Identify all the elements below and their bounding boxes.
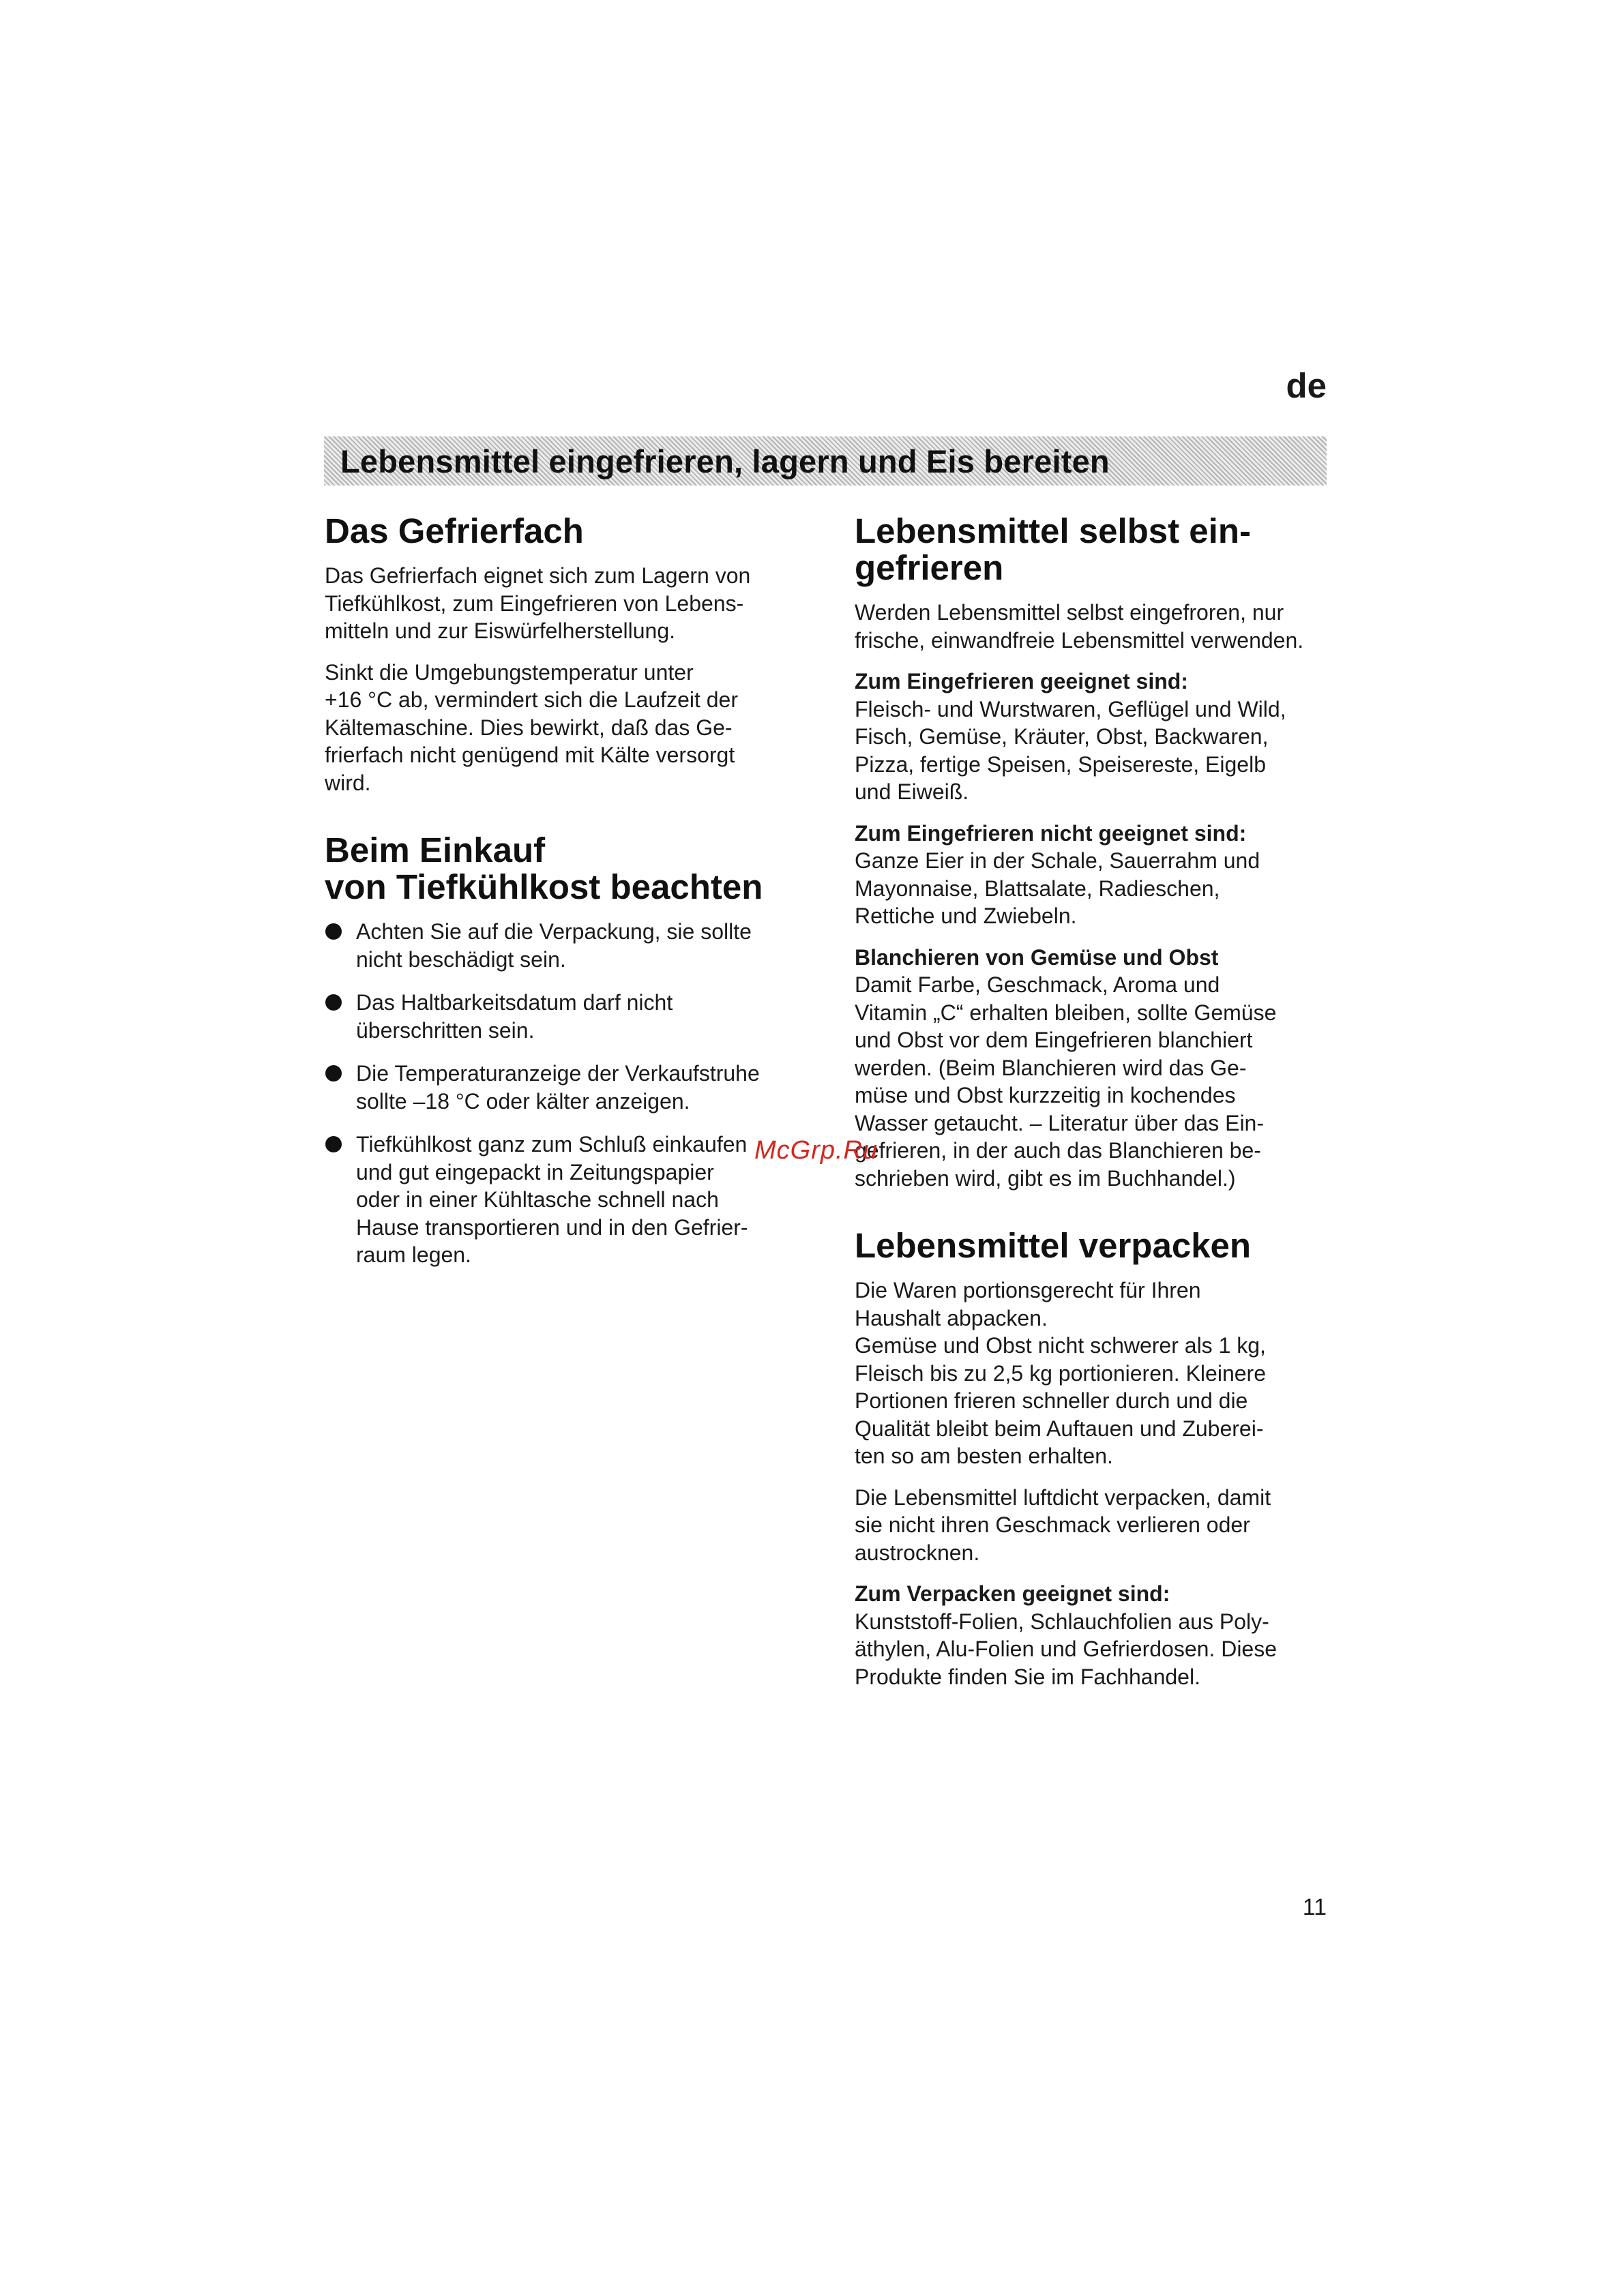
heading-verpacken: Lebensmittel verpacken [855,1226,1252,1265]
list-item: Achten Sie auf die Verpackung, sie sollte nicht beschädigt sein. [325,918,816,973]
suitable-block: Zum Eingefrieren geeignet sind: Fleisch- und Wurstwaren, Geflügel und Wild, Fisch, Gemüse, Kräuter, Obst, Backwaren, Pizza, fertige Speisen, Speisereste, Eigelb und Eiweiß. [855,669,1286,804]
language-code: de [1286,366,1327,405]
verpacken-paragraph-2: Die Lebensmittel luftdicht verpacken, damit sie nicht ihren Geschmack verlieren oder austrocknen. [855,1485,1271,1565]
unsuitable-block: Zum Eingefrieren nicht geeignet sind: Ganze Eier in der Schale, Sauerrahm und Mayonnaise, Blattsalate, Radieschen, Rettiche und Zwiebeln. [855,820,1260,928]
pack-heading: Zum Verpacken geeignet sind: [855,1581,1170,1606]
list-item: Die Temperaturanzeige der Verkaufstruhe sollte –18 °C oder kälter anzeigen. [325,1060,816,1115]
section-banner [324,436,1327,486]
right-column [855,513,1346,1690]
blanch-block: Blanchieren von Gemüse und Obst Damit Farbe, Geschmack, Aroma und Vitamin „C“ erhalten bleiben, sollte Gemüse und Obst vor dem Eingefrieren blanchiert werden. (Beim Blanchieren wird das Ge- müse und Obst kurzzeitig in kochendes Wasser getaucht. – Literatur über das Ein- gefrieren, in der auch das Blanchieren be- schrieben wird, gibt es im Buchhandel.) [855,944,1277,1191]
suitable-heading: Zum Eingefrieren geeignet sind: [855,669,1188,694]
pack-block: Zum Verpacken geeignet sind: Kunststoff-Folien, Schlauchfolien aus Poly- äthylen, Alu-Folien und Gefrierdosen. Diese Produkte finden Sie im Fachhandel. [855,1581,1278,1689]
left-column [325,513,816,1285]
bullet-icon [325,994,342,1011]
gefrierfach-paragraph-1: Das Gefrierfach eignet sich zum Lagern von Tiefkühlkost, zum Eingefrieren von Lebens- mitteln und zur Eiswürfelherstellung. [325,563,751,643]
einkauf-bullet-list [325,918,816,1269]
blanch-heading: Blanchieren von Gemüse und Obst [855,944,1219,970]
gefrierfach-paragraph-2: Sinkt die Umgebungstemperatur unter +16 °C ab, vermindert sich die Laufzeit der Kältemaschine. Dies bewirkt, daß das Ge- frierfach nicht genügend mit Kälte versorgt wird. [325,659,738,795]
banner-title: Lebensmittel eingefrieren, lagern und Eis bereiten [340,443,1110,479]
page-number: 11 [1302,1894,1327,1920]
bullet-icon [325,1065,342,1082]
bullet-icon [325,923,342,940]
heading-gefrierfach: Das Gefrierfach [325,511,584,550]
list-item: Tiefkühlkost ganz zum Schluß einkaufen und gut eingepackt in Zeitungspapier oder in einer Kühltasche schnell nach Hause transportieren und in den Gefrier- raum legen. [325,1131,816,1269]
eingefrieren-intro: Werden Lebensmittel selbst eingefroren, nur frische, einwandfreie Lebensmittel verwenden. [855,600,1304,653]
watermark: McGrp.Ru [754,1136,879,1165]
heading-einkauf: Beim Einkauf von Tiefkühlkost beachten [325,831,763,906]
unsuitable-heading: Zum Eingefrieren nicht geeignet sind: [855,820,1247,846]
list-item: Das Haltbarkeitsdatum darf nicht überschritten sein. [325,989,816,1044]
heading-selbst-eingefrieren: Lebensmittel selbst ein- gefrieren [855,511,1251,587]
verpacken-paragraph-1: Die Waren portionsgerecht für Ihren Haushalt abpacken. Gemüse und Obst nicht schwerer als 1 kg, Fleisch bis zu 2,5 kg portionieren. Kleinere Portionen frieren schneller durch und die Qualität bleibt beim Auftauen und Zuberei- ten so am besten erhalten. [855,1278,1266,1468]
bullet-icon [325,1136,342,1152]
